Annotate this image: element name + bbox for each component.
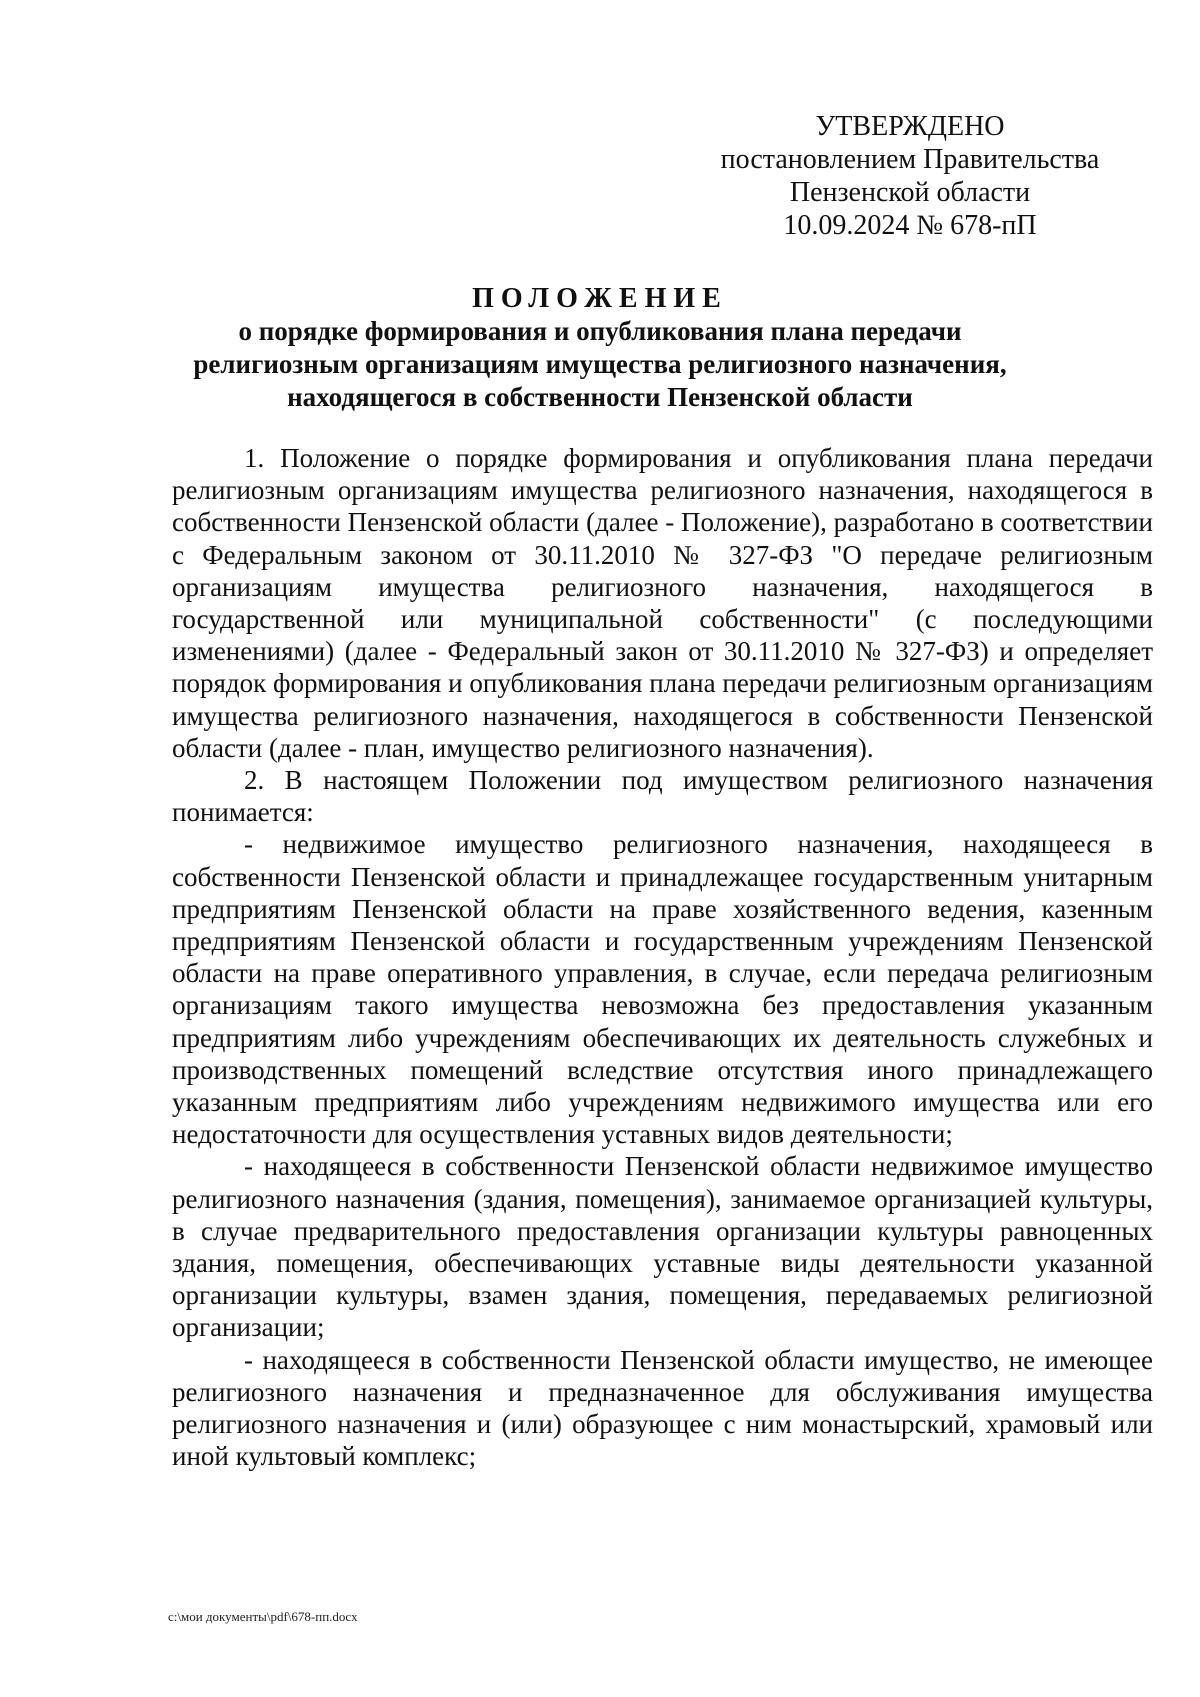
approval-decree-line: постановлением Правительства (720, 144, 1100, 175)
approval-date-number: 10.09.2024 № 678-пП (783, 210, 1037, 241)
approval-heading: УТВЕРЖДЕНО (815, 111, 1005, 142)
document-subtitle-line-1: о порядке формирования и опубликования плана передачи (238, 316, 962, 346)
paragraph-1: 1. Положение о порядке формирования и опубликования плана передачи религиозным организациям имущества религиозного назначения, находящегося в собственности Пензенской области (далее - Положение), разработано в соответствии с Федеральным законом от 30.11.2010 № 327-ФЗ "О передаче религиозным организациям имущества религиозного назначения, находящегося в государственной или муниципальной собственности" (с последующими изменениями) (далее - Федеральный закон от 30.11.2010 № 327-ФЗ) и определяет порядок формирования и опубликования плана передачи религиозным организациям имущества религиозного назначения, находящегося в собственности Пензенской области (далее - план, имущество религиозного назначения). (172, 443, 1153, 763)
bullet-item-3: - находящееся в собственности Пензенской области имущество, не имеющее религиозного назначения и предназначенное для обслуживания имущества религиозного назначения и (или) образующее с ним монастырский, храмовый или иной культовый комплекс; (172, 1344, 1153, 1472)
footer-file-path: c:\мои документы\pdf\678-пп.docx (168, 1609, 358, 1624)
document-title-block (160, 282, 1040, 414)
document-body (172, 442, 1153, 1473)
approval-stamp-block (700, 110, 1120, 242)
bullet-item-1: - недвижимое имущество религиозного назначения, находящееся в собственности Пензенской области и принадлежащее государственным унитарным предприятиям Пензенской области на праве хозяйственного ведения, казенным предприятиям Пензенской области и государственным учреждениям Пензенской области на праве оперативного управления, в случае, если передача религиозным организациям такого имущества невозможна без предоставления указанным предприятиям либо учреждениям обеспечивающих их деятельность служебных и производственных помещений вследствие отсутствия иного принадлежащего указанным предприятиям либо учреждениям недвижимого имущества или его недостаточности для осуществления уставных видов деятельности; (172, 829, 1153, 1150)
document-subtitle-line-3: находящегося в собственности Пензенской области (287, 382, 913, 412)
bullet-item-2: - находящееся в собственности Пензенской области недвижимое имущество религиозного назначения (здания, помещения), занимаемое организацией культуры, в случае предварительного предоставления организации культуры равноценных здания, помещения, обеспечивающих уставные виды деятельности указанной организации культуры, взамен здания, помещения, передаваемых религиозной организации; (172, 1151, 1153, 1343)
approval-region-line: Пензенской области (789, 177, 1031, 208)
paragraph-2: 2. В настоящем Положении под имуществом религиозного назначения понимается: (172, 765, 1153, 828)
document-title: ПОЛОЖЕНИЕ (472, 283, 728, 314)
document-subtitle-line-2: религиозным организациям имущества религиозного назначения, (193, 349, 1007, 379)
